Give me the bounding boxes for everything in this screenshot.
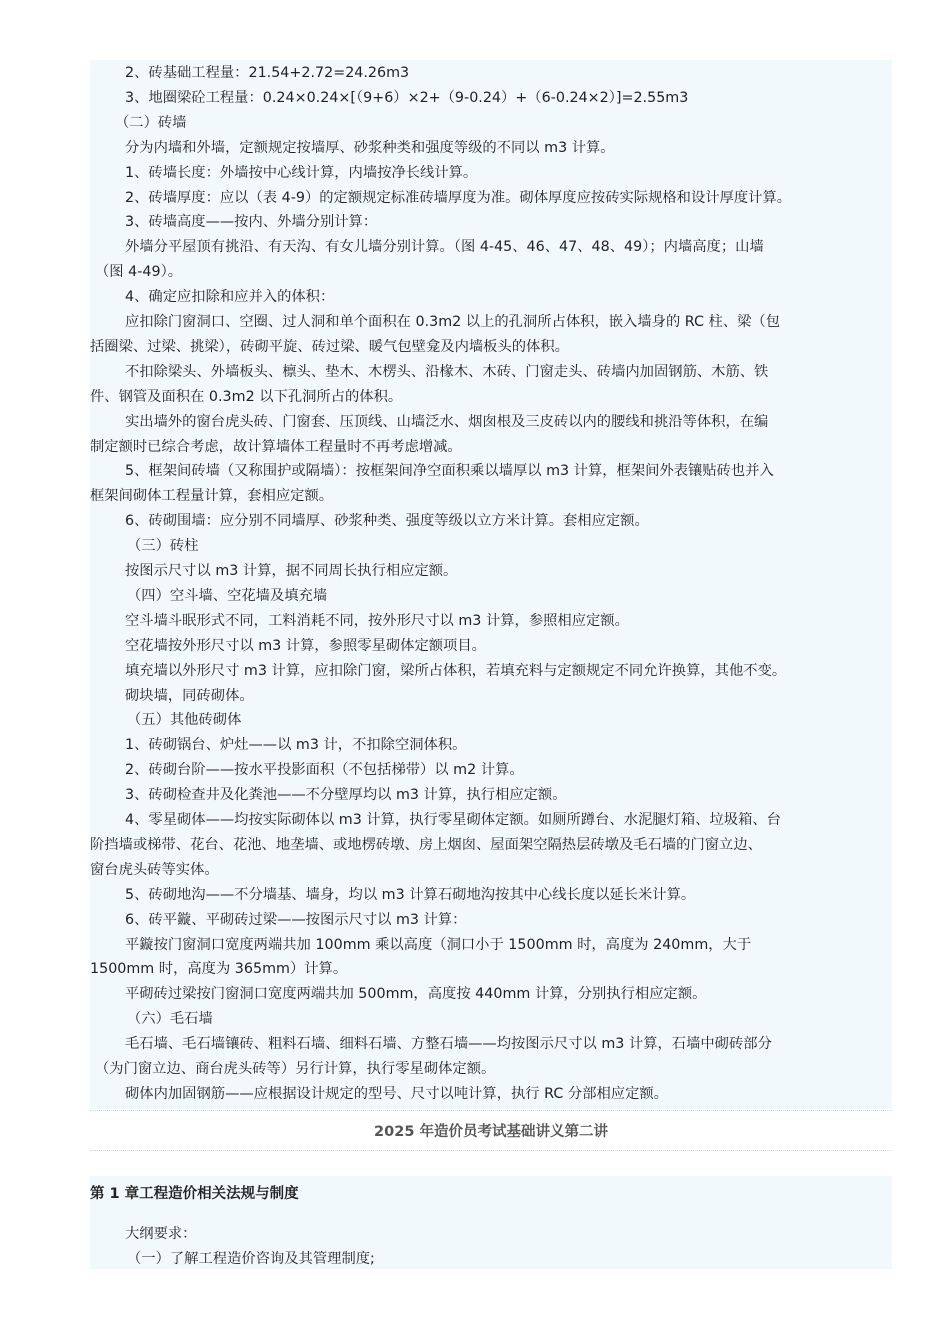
text-line: 6、砖平鏇、平砌砖过梁——按图示尺寸以 m3 计算： bbox=[125, 911, 467, 928]
text-line: 3、地圈梁砼工程量：0.24×0.24×[（9+6）×2+（9-0.24）+（6-0.24×2）]=2.55m3 bbox=[125, 89, 689, 106]
text-line: 5、框架间砖墙（又称围护或隔墙）：按框架间净空面积乘以墙厚以 m3 计算，框架间外表镶贴砖也并入 bbox=[125, 463, 774, 480]
text-line: 制定额时已综合考虑，故计算墙体工程量时不再考虑增减。 bbox=[90, 438, 462, 455]
content-block-chapter bbox=[90, 1176, 892, 1269]
text-line: 2、砖基础工程量：21.54+2.72=24.26m3 bbox=[125, 65, 410, 81]
dotted-divider-top bbox=[90, 1110, 892, 1111]
text-line: 括圈梁、过梁、挑梁），砖砌平旋、砖过梁、暖气包壁龛及内墙板头的体积。 bbox=[90, 338, 569, 355]
text-line: 2、砖墙厚度：应以（表 4-9）的定额规定标准砖墙厚度为准。砌体厚度应按砖实际规格和设计厚度计算。 bbox=[125, 189, 792, 206]
text-line: 砌体内加固钢筋——应根据设计规定的型号、尺寸以吨计算，执行 RC 分部相应定额。 bbox=[125, 1085, 668, 1102]
text-line: 窗台虎头砖等实体。 bbox=[90, 861, 219, 878]
text-line: 平鏇按门窗洞口宽度两端共加 100mm 乘以高度（洞口小于 1500mm 时，高度为 240mm，大于 bbox=[125, 936, 752, 953]
text-line: 平砌砖过梁按门窗洞口宽度两端共加 500mm，高度按 440mm 计算，分别执行相应定额。 bbox=[125, 986, 707, 1003]
text-line: 1、砖砌锅台、炉灶——以 m3 计，不扣除空洞体积。 bbox=[125, 737, 467, 754]
text-line: 3、砖砌检查井及化粪池——不分壁厚均以 m3 计算，执行相应定额。 bbox=[125, 787, 567, 804]
dotted-divider-bottom bbox=[90, 1150, 892, 1151]
text-line: 6、砖砌围墙：应分别不同墙厚、砂浆种类、强度等级以立方米计算。套相应定额。 bbox=[125, 513, 649, 530]
text-line: （图 4-49）。 bbox=[95, 264, 183, 281]
text-line: （一）了解工程造价咨询及其管理制度; bbox=[127, 1250, 375, 1267]
text-line: （为门窗立边、商台虎头砖等）另行计算，执行零星砌体定额。 bbox=[95, 1061, 496, 1077]
text-line: 外墙分平屋顶有挑沿、有天沟、有女儿墙分别计算。（图 4-45、46、47、48、49）；内墙高度；山墙 bbox=[125, 239, 764, 256]
text-line: 件、钢管及面积在 0.3m2 以下孔洞所占的体积。 bbox=[90, 388, 403, 405]
text-line: 大纲要求： bbox=[125, 1226, 197, 1242]
text-line: 框架间砌体工程量计算，套相应定额。 bbox=[90, 488, 334, 505]
text-line: 2、砖砌台阶——按水平投影面积（不包括梯带）以 m2 计算。 bbox=[125, 762, 524, 779]
chapter-title: 第 1 章工程造价相关法规与制度 bbox=[90, 1186, 299, 1202]
content-block-masonry bbox=[90, 60, 892, 1109]
text-line: 4、零星砌体——均按实际砌体以 m3 计算，执行零星砌体定额。如厕所蹲台、水泥腿灯箱、垃圾箱、台 bbox=[125, 812, 781, 828]
text-line: 不扣除梁头、外墙板头、檩头、垫木、木楞头、沿椽木、木砖、门窗走头、砖墙内加固钢筋、木筋、铁 bbox=[125, 363, 769, 380]
text-line: 应扣除门窗洞口、空圈、过人洞和单个面积在 0.3m2 以上的孔洞所占体积，嵌入墙身的 RC 柱、梁（包 bbox=[125, 314, 781, 330]
text-line: （四）空斗墙、空花墙及填充墙 bbox=[127, 587, 328, 604]
text-line: 填充墙以外形尺寸 m3 计算，应扣除门窗，梁所占体积，若填充料与定额规定不同允许换算，其他不变。 bbox=[125, 662, 787, 679]
text-line: （六）毛石墙 bbox=[127, 1011, 213, 1028]
text-line: 毛石墙、毛石墙镶砖、粗料石墙、细料石墙、方整石墙——均按图示尺寸以 m3 计算，石墙中砌砖部分 bbox=[125, 1036, 772, 1053]
text-line: 4、确定应扣除和应并入的体积： bbox=[125, 289, 335, 306]
text-line: 分为内墙和外墙，定额规定按墙厚、砂浆种类和强度等级的不同以 m3 计算。 bbox=[125, 139, 615, 156]
text-line: （三）砖柱 bbox=[127, 538, 199, 555]
lecture-title: 2025 年造价员考试基础讲义第二讲 bbox=[374, 1124, 608, 1140]
text-line: 空斗墙斗眠形式不同，工料消耗不同，按外形尺寸以 m3 计算，参照相应定额。 bbox=[125, 612, 629, 629]
text-line: 按图示尺寸以 m3 计算，据不同周长执行相应定额。 bbox=[125, 563, 458, 579]
text-line: 实出墙外的窗台虎头砖、门窗套、压顶线、山墙泛水、烟囱根及三皮砖以内的腰线和挑沿等体积，在编 bbox=[125, 413, 769, 430]
text-line: 砌块墙，同砖砌体。 bbox=[125, 687, 254, 704]
text-line: 1500mm 时，高度为 365mm）计算。 bbox=[90, 961, 348, 978]
text-line: 3、砖墙高度——按内、外墙分别计算： bbox=[125, 214, 378, 231]
text-line: 5、砖砌地沟——不分墙基、墙身，均以 m3 计算石砌地沟按其中心线长度以延长米计算。 bbox=[125, 886, 696, 903]
text-line: 空花墙按外形尺寸以 m3 计算，参照零星砌体定额项目。 bbox=[125, 637, 486, 654]
text-line: 阶挡墙或梯带、花台、花池、地垄墙、或地楞砖墩、房上烟囱、屋面架空隔热层砖墩及毛石墙的门窗立边、 bbox=[90, 836, 762, 853]
text-line: 1、砖墙长度：外墙按中心线计算，内墙按净长线计算。 bbox=[125, 164, 478, 181]
text-line: （二）砖墙 bbox=[115, 114, 187, 131]
text-line: （五）其他砖砌体 bbox=[127, 712, 242, 729]
